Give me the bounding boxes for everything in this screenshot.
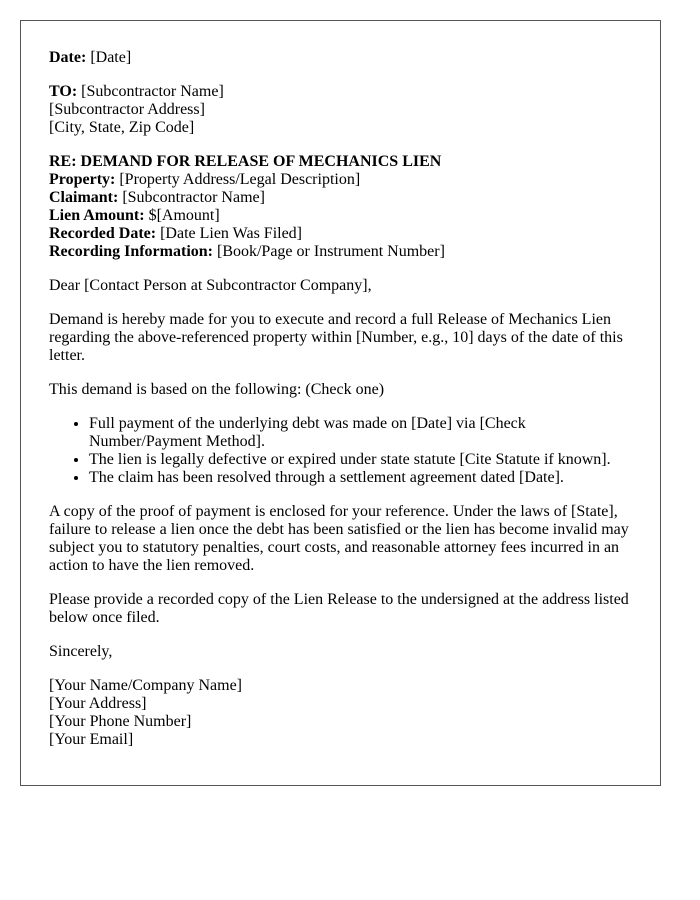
re-block <box>49 153 632 261</box>
basis-list <box>49 415 632 487</box>
basis-intro: This demand is based on the following: (Check one) <box>49 381 385 398</box>
sender-name: [Your Name/Company Name] <box>49 677 243 694</box>
recipient-block <box>49 83 632 137</box>
claimant-value: [Subcontractor Name] <box>122 189 265 206</box>
basis-item-payment: • Full payment of the underlying debt was made on [Date] via [Check Number/Payment Method]. <box>89 415 632 451</box>
lien-amount-label: Lien Amount: <box>49 207 145 224</box>
recorded-date-label: Recorded Date: <box>49 225 157 242</box>
recipient-name: [Subcontractor Name] <box>81 83 224 100</box>
recorded-date-value: [Date Lien Was Filed] <box>160 225 303 242</box>
signature-block <box>49 677 632 749</box>
sender-phone: [Your Phone Number] <box>49 713 192 730</box>
recipient-city: [City, State, Zip Code] <box>49 119 195 136</box>
lien-amount-value: $[Amount] <box>148 207 220 224</box>
closing: Sincerely, <box>49 643 113 660</box>
basis-item-settlement: • The claim has been resolved through a settlement agreement dated [Date]. <box>89 469 632 487</box>
claimant-label: Claimant: <box>49 189 119 206</box>
penalty-paragraph: A copy of the proof of payment is enclosed for your reference. Under the laws of [State], failure to release a lien once the debt has been satisfied or the lien has become invalid may subject you to statutory penalties, court costs, and reasonable attorney fees incurred in an action to have the lien removed. <box>49 503 629 574</box>
recipient-address: [Subcontractor Address] <box>49 101 205 118</box>
recording-info-value: [Book/Page or Instrument Number] <box>216 243 445 260</box>
property-value: [Property Address/Legal Description] <box>119 171 361 188</box>
letter <box>20 20 661 786</box>
sender-address: [Your Address] <box>49 695 147 712</box>
basis-item-defective: • The lien is legally defective or expired under state statute [Cite Statute if known]. <box>89 451 632 469</box>
re-title: RE: DEMAND FOR RELEASE OF MECHANICS LIEN <box>49 153 442 170</box>
demand-paragraph: Demand is hereby made for you to execute and record a full Release of Mechanics Lien regarding the above-referenced property within [Number, e.g., 10] days of the date of this letter. <box>49 311 623 364</box>
to-label: TO: <box>49 83 78 100</box>
date-label: Date: <box>49 49 87 66</box>
date-line <box>49 49 632 67</box>
sender-email: [Your Email] <box>49 731 134 748</box>
recording-info-label: Recording Information: <box>49 243 213 260</box>
request-paragraph: Please provide a recorded copy of the Lien Release to the undersigned at the address listed below once filed. <box>49 591 629 626</box>
salutation: Dear [Contact Person at Subcontractor Company], <box>49 277 372 294</box>
date-value: [Date] <box>90 49 132 66</box>
property-label: Property: <box>49 171 116 188</box>
